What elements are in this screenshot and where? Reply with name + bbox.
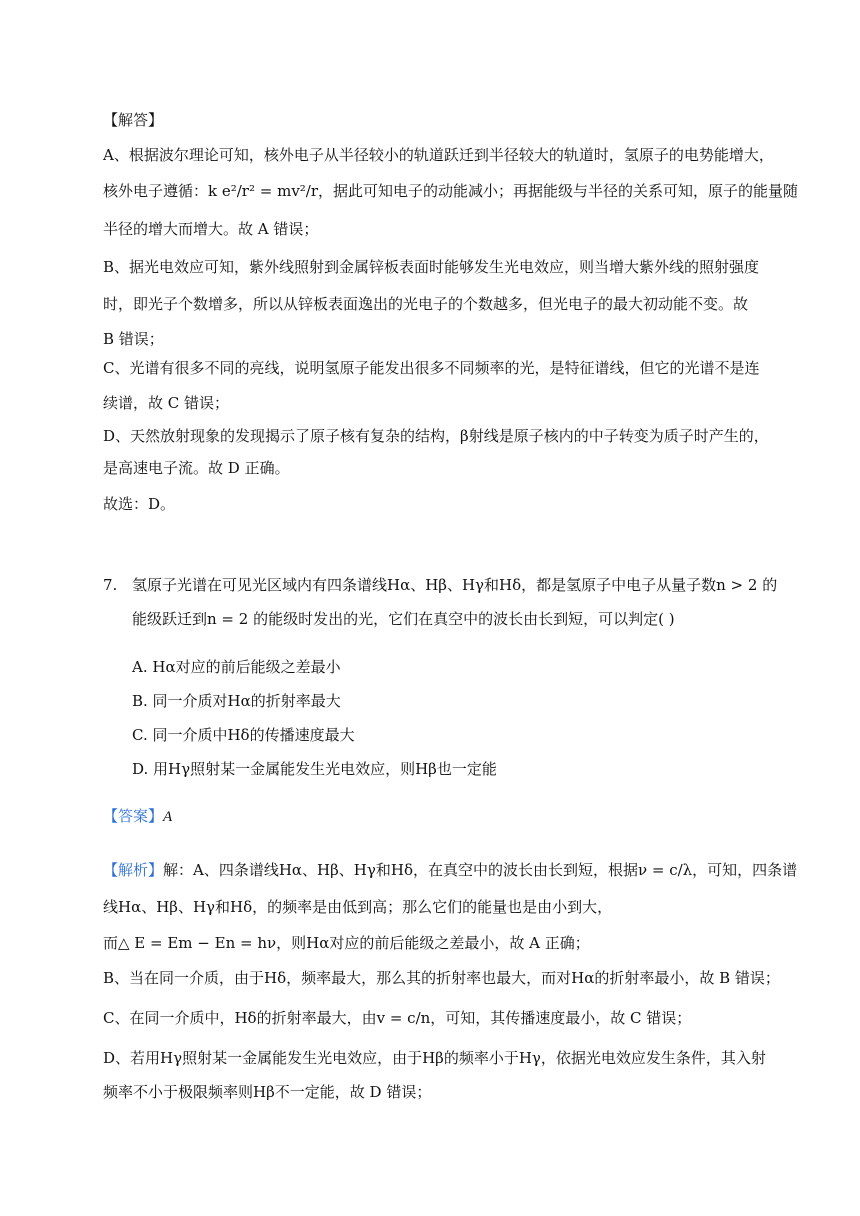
option-b: B. 同一介质对Hα的折射率最大 <box>132 692 341 710</box>
analysis-row <box>103 860 797 880</box>
question-number: 7. <box>103 576 118 594</box>
solution-line: 时，即光子个数增多，所以从锌板表面逸出的光电子的个数越多，但光电子的最大初动能不变。故 <box>103 295 749 313</box>
option-c: C. 同一介质中Hδ的传播速度最大 <box>132 726 355 744</box>
solution-line: A、根据波尔理论可知，核外电子从半径较小的轨道跃迁到半径较大的轨道时，氢原子的电势能增大， <box>103 146 774 164</box>
analysis-line: 而△ E = Em − En = hν，则Hα对应的前后能级之差最小，故 A 正确； <box>103 934 590 952</box>
solution-line: 核外电子遵循：k e²/r² = mv²/r，据此可知电子的动能减小；再据能级与半径的关系可知，原子的能量随 <box>103 182 799 200</box>
answer-label: 【答案】 <box>103 807 164 825</box>
question-stem-line: 能级跃迁到n = 2 的能级时发出的光，它们在真空中的波长由长到短，可以判定( ) <box>132 610 675 628</box>
analysis-label: 【解析】 <box>103 861 164 879</box>
solution-line: D、天然放射现象的发现揭示了原子核有复杂的结构，β射线是原子核内的中子转变为质子时产生的， <box>103 427 769 445</box>
analysis-line: B、当在同一介质，由于Hδ，频率最大，那么其的折射率也最大，而对Hα的折射率最小，故 B 错误； <box>103 969 780 987</box>
analysis-line: 解：A、四条谱线Hα、Hβ、Hγ和Hδ，在真空中的波长由长到短，根据ν = c/λ，可知，四条谱 <box>163 861 798 879</box>
option-d: D. 用Hγ照射某一金属能发生光电效应，则Hβ也一定能 <box>132 760 497 778</box>
solution-line: 半径的增大而增大。故 A 错误； <box>103 220 319 238</box>
answer-value: A <box>163 809 173 825</box>
analysis-line: C、在同一介质中，Hδ的折射率最大，由v = c/n，可知，其传播速度最小，故 C 错误； <box>103 1009 692 1027</box>
solution-line: B、据光电效应可知，紫外线照射到金属锌板表面时能够发生光电效应，则当增大紫外线的照射强度 <box>103 258 760 276</box>
solution-line: 续谱，故 C 错误； <box>103 394 230 412</box>
solution-line: 是高速电子流。故 D 正确。 <box>103 459 290 477</box>
solution-header: 【解答】 <box>103 111 164 129</box>
question-stem-line: 氢原子光谱在可见光区域内有四条谱线Hα、Hβ、Hγ和Hδ，都是氢原子中电子从量子数n > 2 的 <box>132 576 778 594</box>
solution-line: 故选：D。 <box>103 495 176 513</box>
answer-row <box>103 806 172 827</box>
solution-line: B 错误； <box>103 330 164 348</box>
solution-line: C、光谱有很多不同的亮线，说明氢原子能发出很多不同频率的光，是特征谱线，但它的光谱不是连 <box>103 359 760 377</box>
analysis-line: 线Hα、Hβ、Hγ和Hδ，的频率是由低到高；那么它们的能量也是由小到大， <box>103 898 613 916</box>
analysis-line: 频率不小于极限频率则Hβ不一定能，故 D 错误； <box>103 1083 432 1101</box>
option-a: A. Hα对应的前后能级之差最小 <box>132 658 341 676</box>
analysis-line: D、若用Hγ照射某一金属能发生光电效应，由于Hβ的频率小于Hγ，依据光电效应发生条件，其入射 <box>103 1049 766 1067</box>
